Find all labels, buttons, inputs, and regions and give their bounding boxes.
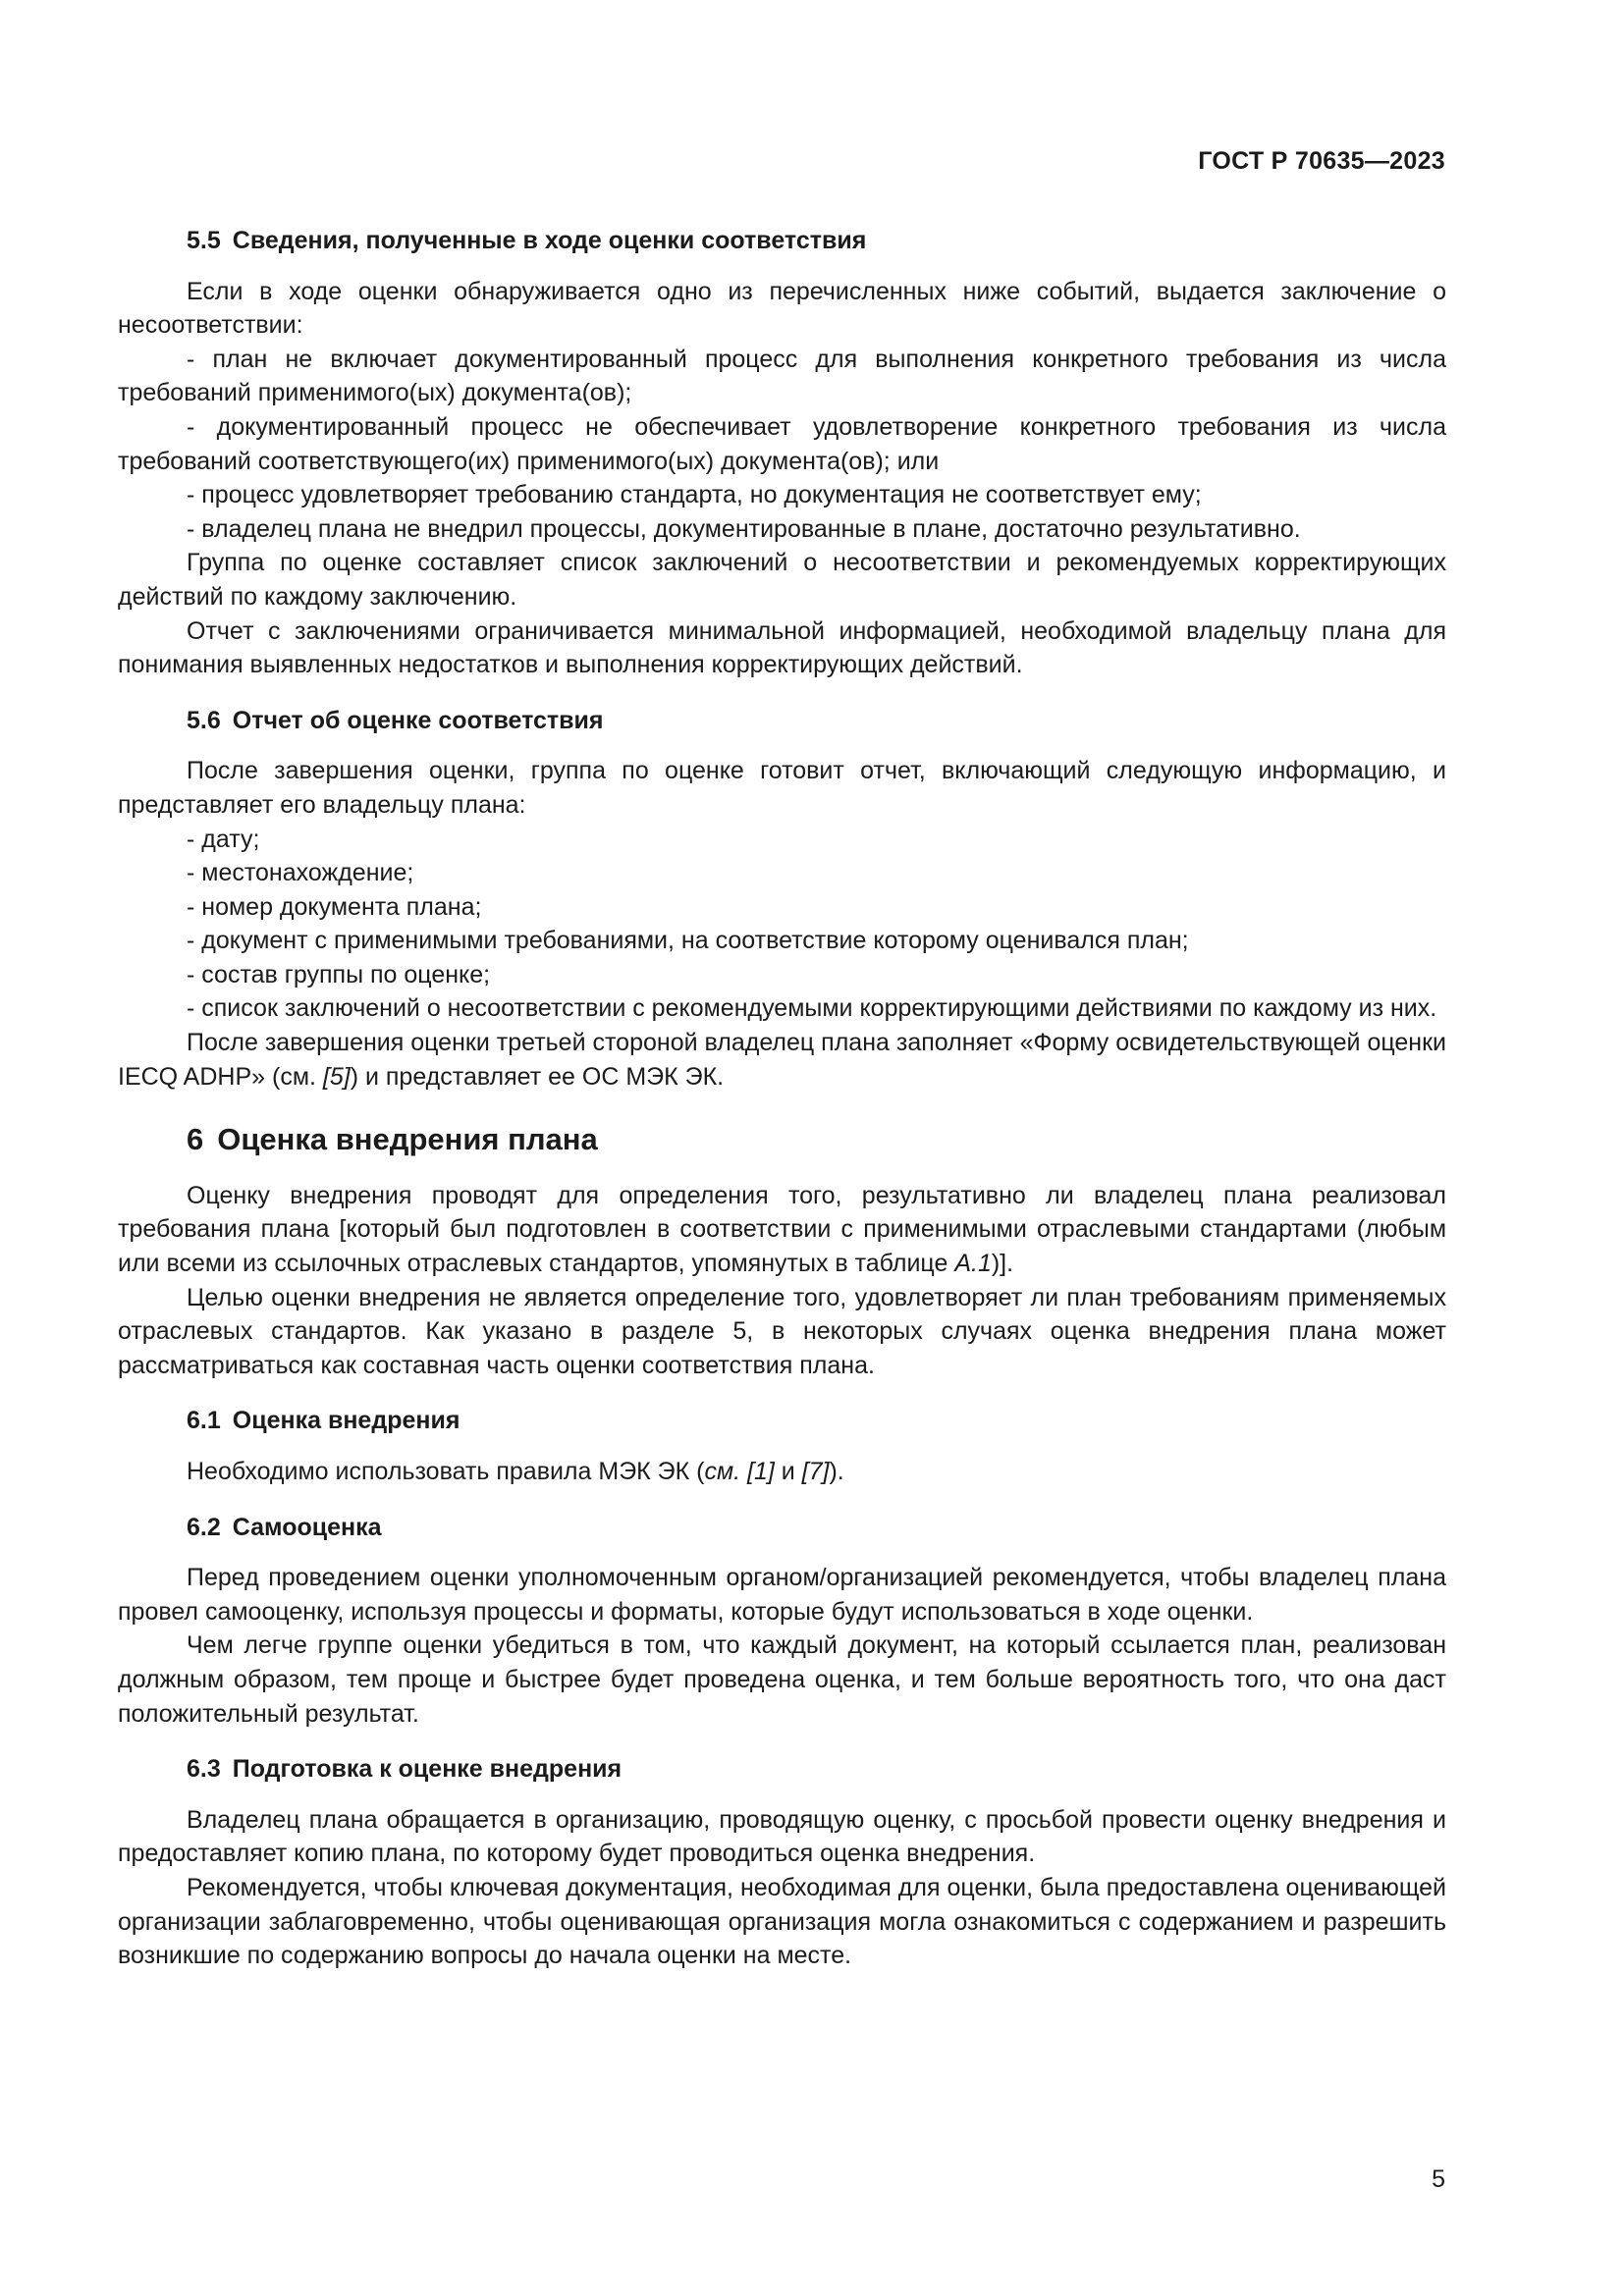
text-run: Оценку внедрения проводят для определения того, результативно ли владелец плана реализовал требования плана [который был подготовлен в соответствии с применимыми отраслевыми стандартами (любым или всеми из ссылочных отраслевых стандартов, упомянутых в таблице [118,1181,1446,1278]
text-run: ). [829,1458,844,1485]
paragraph [118,1455,1446,1489]
text-run: )]. [991,1250,1014,1278]
text-run: ) и представляет ее ОС МЭК ЭК. [350,1062,725,1091]
page-number: 5 [1432,2165,1445,2193]
text-run: После завершения оценки третьей стороной владелец плана заполняет «Форму освидетельствующей оценки IECQ ADHP» (см. [118,1029,1446,1091]
section-5-5-heading [118,224,1446,258]
reference: А.1 [954,1250,992,1278]
section-number: 6.2 [187,1513,221,1541]
text-run: и [774,1458,802,1485]
paragraph: Если в ходе оценки обнаруживается одно из перечисленных ниже событий, выдается заключение о несоответствии: [118,277,1446,340]
section-6-3-heading [118,1752,1446,1787]
list-item: - дату; [187,825,260,853]
section-title: Отчет об оценке соответствия [232,706,604,734]
section-number: 6.1 [187,1407,221,1435]
paragraph: Целью оценки внедрения не является определение того, удовлетворяет ли план требованиям применяемых отраслевых стандартов. Как указано в разделе 5, в некоторых случаях оценка внедрения плана может рассматриваться как составная часть оценки соответствия плана. [118,1283,1446,1379]
list-item: - местонахождение; [187,859,414,887]
list-item: - владелец плана не внедрил процессы, документированные в плане, достаточно результативно. [187,514,1301,543]
paragraph [118,1179,1446,1281]
section-number: 5.5 [187,227,221,254]
page-content [118,224,1446,1973]
section-title: Подготовка к оценке внедрения [232,1755,623,1784]
paragraph: Рекомендуется, чтобы ключевая документация, необходимая для оценки, была предоставлена оценивающей организации заблаговременно, чтобы оценивающая организация могла ознакомиться с содержанием и разрешить возникшие по содержанию вопросы до начала оценки на месте. [118,1873,1446,1970]
section-title: Оценка внедрения плана [217,1122,598,1157]
section-title: Самооценка [232,1513,382,1541]
section-title: Оценка внедрения [232,1407,460,1435]
list-item: - процесс удовлетворяет требованию стандарта, но документация не соответствует ему; [187,481,1202,509]
section-number: 5.6 [187,706,221,734]
section-number: 6 [187,1122,204,1157]
paragraph [118,1026,1446,1094]
reference: [5] [322,1062,351,1091]
list-item: - документированный процесс не обеспечивает удовлетворение конкретного требования из числа требований соответствующего(их) применимого(ых) документа(ов); или [118,412,1446,475]
document-code: ГОСТ Р 70635—2023 [1198,147,1445,175]
reference: см. [1] [704,1458,775,1485]
section-number: 6.3 [187,1755,221,1784]
section-6-1-heading [118,1404,1446,1438]
paragraph: После завершения оценки, группа по оценке готовит отчет, включающий следующую информацию, и представляет его владельцу плана: [118,757,1446,819]
paragraph: Отчет с заключениями ограничивается минимальной информацией, необходимой владельцу плана для понимания выявленных недостатков и выполнения корректирующих действий. [118,616,1446,679]
section-6-heading [118,1123,1446,1157]
paragraph: Чем легче группе оценки убедиться в том, что каждый документ, на который ссылается план, реализован должным образом, тем проще и быстрее будет проведена оценка, и тем больше вероятность того, что она даст положительный результат. [118,1631,1446,1728]
list-item: - список заключений о несоответствии с рекомендуемыми корректирующими действиями по каждому из них. [187,994,1437,1023]
section-6-2-heading [118,1511,1446,1545]
list-item: - состав группы по оценке; [187,960,491,988]
text-run: Необходимо использовать правила МЭК ЭК ( [187,1458,705,1485]
paragraph: Владелец плана обращается в организацию, проводящую оценку, с просьбой провести оценку внедрения и предоставляет копию плана, по которому будет проводиться оценка внедрения. [118,1805,1446,1868]
paragraph: Группа по оценке составляет список заключений о несоответствии и рекомендуемых корректирующих действий по каждому заключению. [118,549,1446,611]
reference: [7] [801,1458,830,1485]
list-item: - документ с применимыми требованиями, на соответствие которому оценивался план; [187,927,1189,955]
paragraph: Перед проведением оценки уполномоченным органом/организацией рекомендуется, чтобы владелец плана провел самооценку, используя процессы и форматы, которые будут использоваться в ходе оценки. [118,1564,1446,1626]
list-item: - план не включает документированный процесс для выполнения конкретного требования из числа требований применимого(ых) документа(ов); [118,345,1446,407]
section-5-6-heading [118,704,1446,738]
section-title: Сведения, полученные в ходе оценки соответствия [232,227,867,254]
list-item: - номер документа плана; [187,892,482,921]
